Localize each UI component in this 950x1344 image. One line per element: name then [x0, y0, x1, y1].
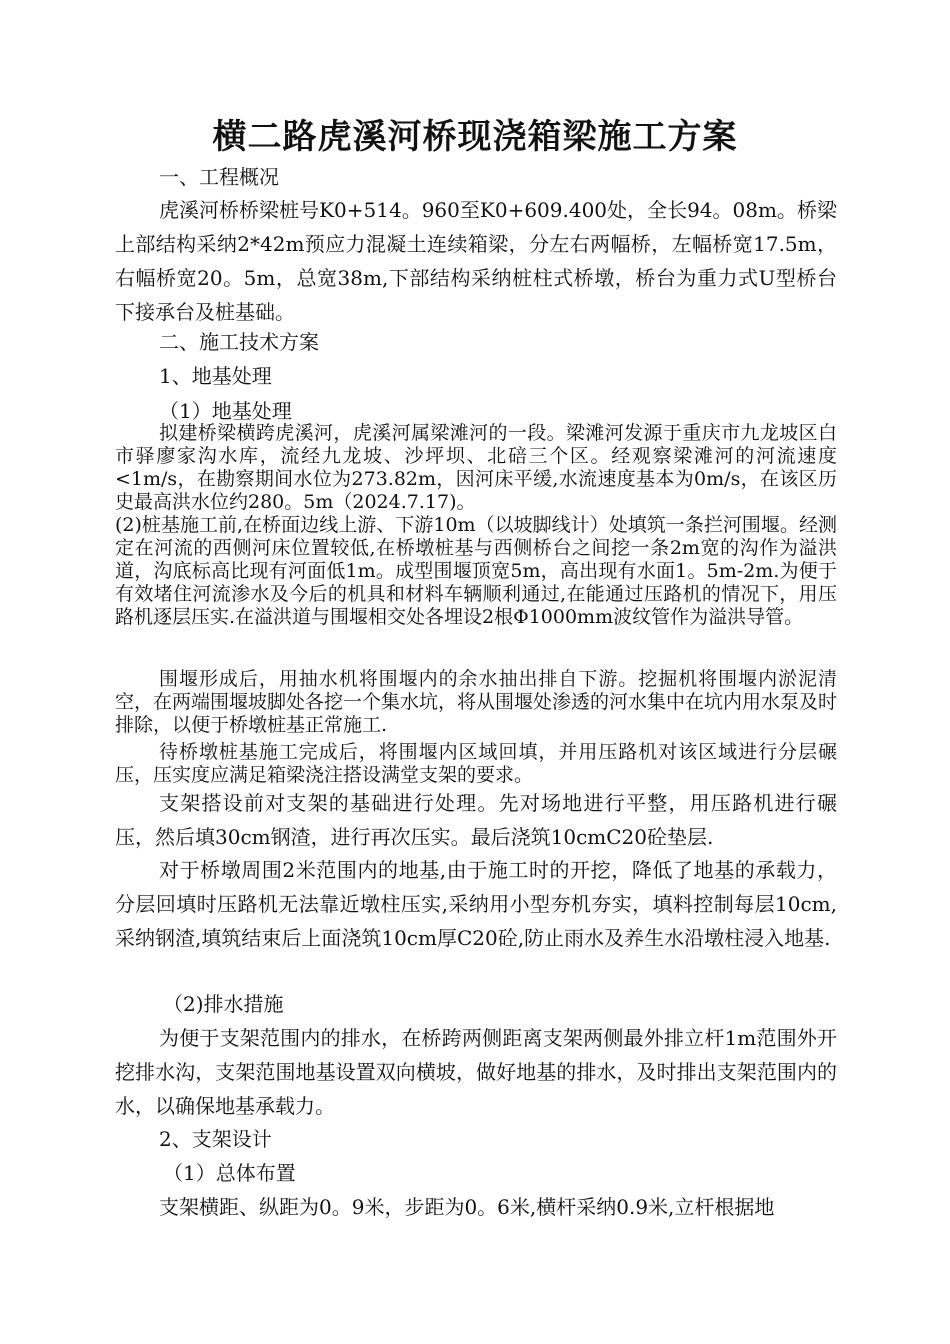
paragraph-drainage: 为便于支架范围内的排水，在桥跨两侧距离支架两侧最外排立杆1m范围外开挖排水沟，支架范围地基设置双向横坡，做好地基的排水，及时排出支架范围内的水，以确保地基承载力。: [115, 1026, 837, 1118]
subsection-heading-foundation: 1、地基处理: [159, 364, 272, 388]
paragraph-dewatering: 围堰形成后，用抽水机将围堰内的余水抽出排自下游。挖掘机将围堰内淤泥清空，在两端围堰坡脚处各挖一个集水坑，将从围堰处渗透的河水集中在坑内用水泵及时排除，以便于桥墩桩基正常施工.: [115, 668, 838, 736]
paragraph-cofferdam: (2)桩基施工前,在桥面边线上游、下游10m（以坡脚线计）处填筑一条拦河围堰。经测定在河流的西侧河床位置较低,在桥墩桩基与西侧桥台之间挖一条2m宽的沟作为溢洪道，沟底标高比现有河面低1m。成型围堰顶宽5m，高出现有水面1。5m-2m.为便于有效堵住河流渗水及今后的机具和材料车辆顺利通过,在能通过压路机的情况下，用压路机逐层压实.在溢洪道与围堰相交处各埋设2根Φ1000mm波纹管作为溢洪导管。: [115, 514, 837, 628]
item-heading-drainage: （2)排水措施: [163, 992, 284, 1016]
paragraph-river-description: 拟建桥梁横跨虎溪河，虎溪河属梁滩河的一段。梁滩河发源于重庆市九龙坡区白市驿廖家沟水库，流经九龙坡、沙坪坝、北碚三个区。经观察梁滩河的河流速度<1m/s，在勘察期间水位为273.82m，因河床平缓,水流速度基本为0m/s，在该区历史最高洪水位约280。5m（2024.7.17)。: [115, 422, 837, 513]
paragraph-support-foundation: 支架搭设前对支架的基础进行处理。先对场地进行平整，用压路机进行碾压，然后填30cm钢渣，进行再次压实。最后浇筑10cmC20砼垫层.: [115, 791, 837, 849]
paragraph-backfill: 待桥墩桩基施工完成后，将围堰内区域回填，并用压路机对该区域进行分层碾压，压实度应满足箱梁浇注搭设满堂支架的要求。: [115, 741, 837, 786]
section-heading-overview: 一、工程概况: [159, 165, 279, 189]
paragraph-pier-foundation: 对于桥墩周围2米范围内的地基,由于施工时的开挖，降低了地基的承载力，分层回填时压路机无法靠近墩柱压实,采纳用小型夯机夯实，填料控制每层10cm,采纳钢渣,填筑结束后上面浇筑10cm厚C20砼,防止雨水及养生水沿墩柱浸入地基.: [115, 858, 837, 950]
document-title: 横二路虎溪河桥现浇箱梁施工方案: [212, 117, 738, 157]
paragraph-layout-start: 支架横距、纵距为0。9米，步距为0。6米,横杆采纳0.9米,立杆根据地: [159, 1195, 775, 1219]
item-heading-foundation-treatment: （1）地基处理: [159, 399, 292, 423]
subsection-heading-support-design: 2、支架设计: [159, 1127, 272, 1151]
paragraph-overview: 虎溪河桥桥梁桩号K0+514。960至K0+609.400处，全长94。08m。桥梁上部结构采纳2*42m预应力混凝土连续箱梁，分左右两幅桥，左幅桥宽17.5m，右幅桥宽20。5m，总宽38m,下部结构采纳桩柱式桥墩，桥台为重力式U型桥台下接承台及桩基础。: [115, 198, 837, 324]
section-heading-technical-plan: 二、施工技术方案: [159, 330, 319, 354]
item-heading-layout: （1）总体布置: [163, 1161, 296, 1185]
